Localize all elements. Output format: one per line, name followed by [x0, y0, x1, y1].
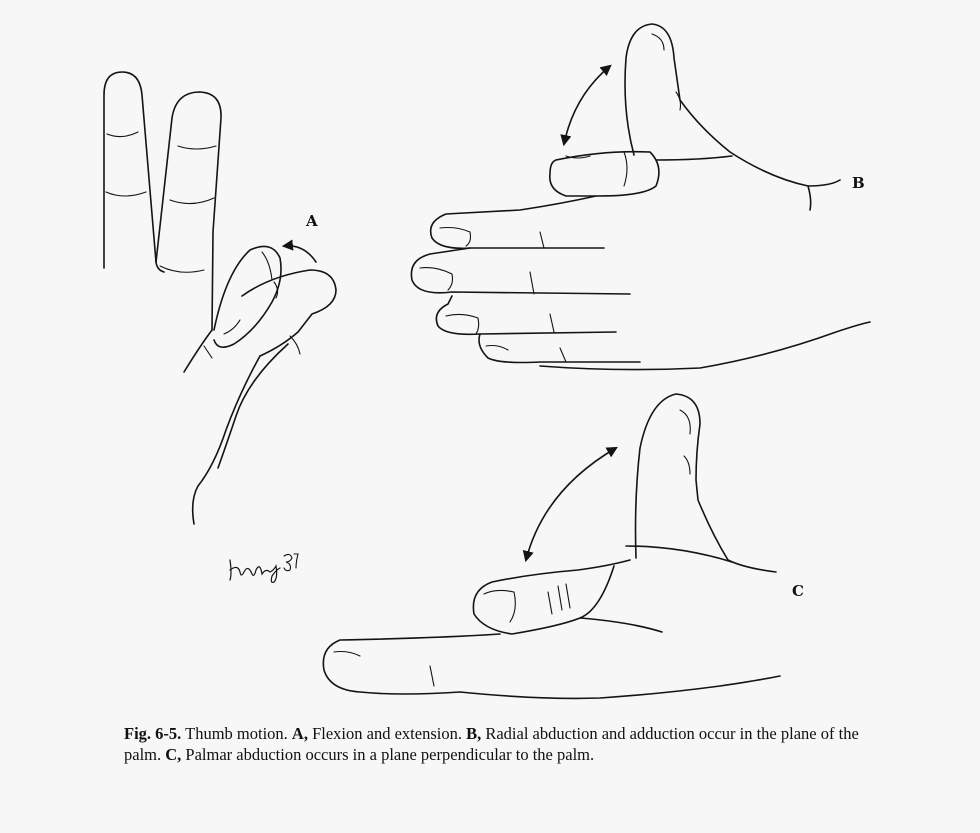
caption-label-a: A, — [291, 724, 308, 743]
caption-text-2: Flexion and extension. — [307, 724, 467, 743]
artist-signature — [226, 548, 306, 584]
panel-label-c: C — [792, 582, 804, 600]
caption-label-b: B, — [466, 724, 482, 743]
caption-text-3: Radial abduction and adduction occur in the plane of the palm. — [124, 724, 859, 764]
panel-label-b: B — [852, 174, 865, 192]
figure-caption — [124, 723, 864, 765]
caption-label-c: C, — [165, 745, 182, 764]
caption-text-4: Palmar abduction occurs in a plane perpendicular to the palm. — [181, 745, 595, 764]
caption-text-1: Thumb motion. — [181, 724, 292, 743]
hand-drawing-a — [104, 72, 336, 524]
hand-drawing-c — [323, 394, 780, 698]
panel-label-a: A — [306, 212, 318, 230]
caption-figure-number: Fig. 6-5. — [124, 724, 182, 743]
hand-drawing-b — [411, 24, 870, 370]
